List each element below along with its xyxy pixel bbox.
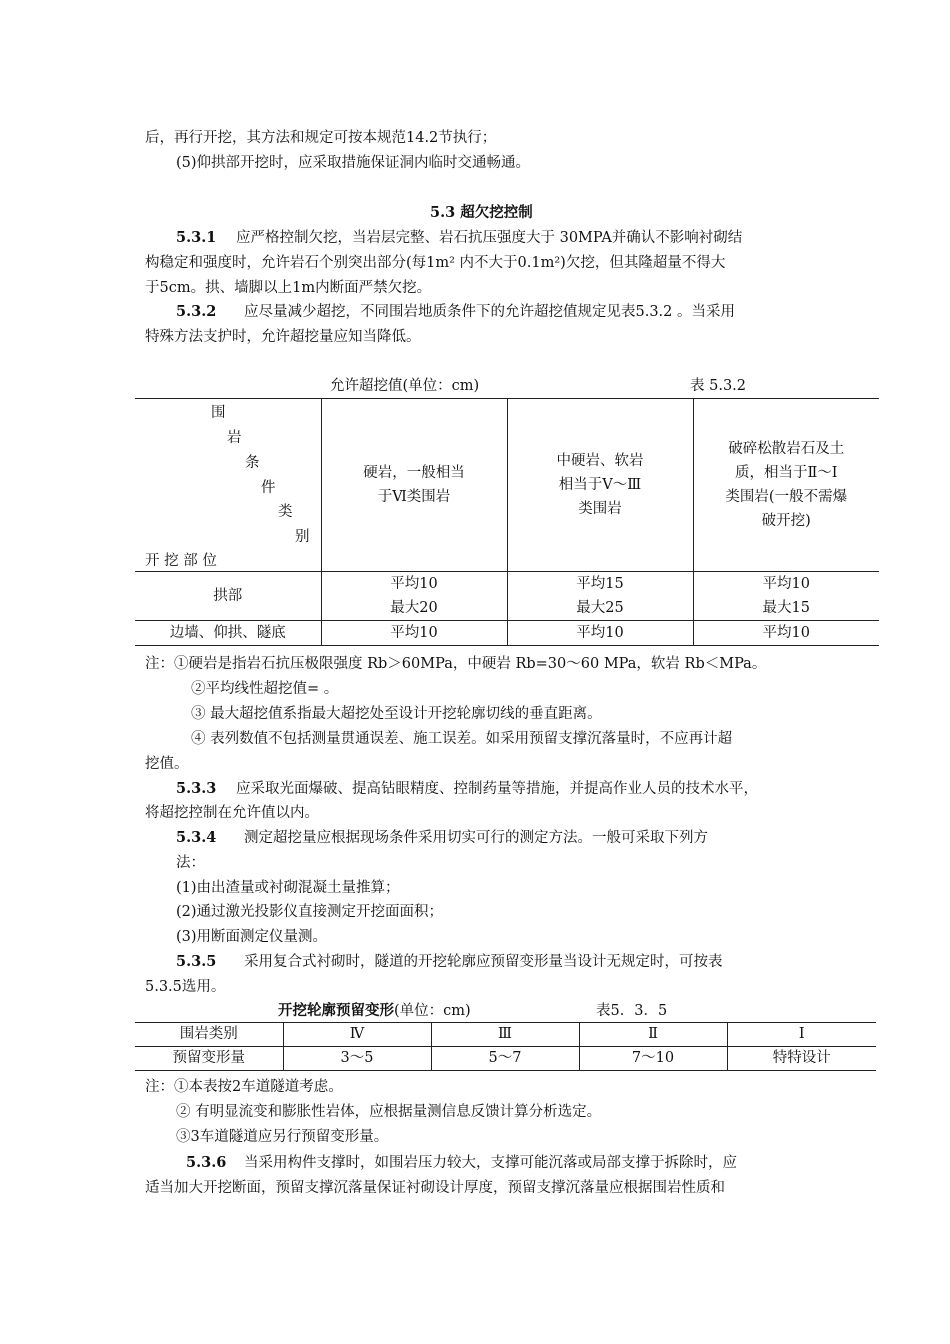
table-cell: 5～7 [431, 1047, 579, 1071]
table-cell: 特特设计 [727, 1047, 876, 1071]
text-line: 当采用构件支撑时，如围岩压力较大，支撑可能沉落或局部支撑于拆除时，应 [244, 1155, 737, 1171]
table2-caption-unit: (单位：cm) [394, 1003, 471, 1019]
diag-bottom-label: 开 挖 部 位 [145, 553, 217, 569]
cell-line: 平均10 [762, 576, 810, 592]
row-label: 拱部 [135, 572, 321, 621]
diag-char: 件 [261, 480, 276, 496]
clause-number: 5.3.4 [176, 829, 217, 846]
clause-number: 5.3.6 [186, 1154, 227, 1171]
text-line: 法： [176, 855, 205, 871]
diagonal-header-cell [135, 399, 321, 572]
header-line: 质，相当于Ⅱ～Ⅰ [734, 465, 838, 481]
table2-label: 表5．3．5 [596, 1003, 668, 1019]
text-line: 于5cm。拱、墙脚以上1m内断面严禁欠挖。 [145, 280, 432, 296]
diag-char: 条 [245, 455, 260, 471]
table-row [135, 1047, 876, 1071]
text-line: 测定超挖量应根据现场条件采用切实可行的测定方法。一般可采取下列方 [244, 830, 708, 846]
note-line: ③3车道隧道应另行预留变形量。 [176, 1129, 389, 1145]
text-line: 采用复合式衬砌时，隧道的开挖轮廓应预留变形量当设计无规定时，可按表 [244, 954, 723, 970]
note-line: ④ 表列数值不包括测量贯通误差、施工误差。如采用预留支撑沉落量时，不应再计超 [191, 731, 733, 747]
header-line: 中硬岩、软岩 [556, 453, 644, 469]
table-cell: 3～5 [283, 1047, 431, 1071]
clause-number: 5.3.3 [176, 780, 217, 797]
table-caption: 允许超挖值(单位：cm) [330, 378, 480, 394]
table2-caption [278, 1001, 471, 1021]
list-item: (1)由出渣量或衬砌混凝土量推算； [176, 880, 400, 896]
note-line: 注：①硬岩是指岩石抗压极限强度 Rb＞60MPa，中硬岩 Rb=30～60 MPa，软岩 Rb＜MPa。 [145, 656, 767, 672]
note-line: 挖值。 [145, 756, 189, 772]
diag-char: 围 [211, 405, 226, 421]
table-row [135, 572, 879, 621]
header-line: 于Ⅵ类围岩 [377, 489, 451, 505]
text-line: 应尽量减少超挖，不同围岩地质条件下的允许超挖值规定见表5.3.2 。当采用 [244, 304, 736, 320]
table2-caption-title: 开挖轮廓预留变形 [278, 1002, 394, 1019]
cell-line: 最大15 [762, 600, 810, 616]
cell-line: 最大20 [390, 600, 438, 616]
header-cell [321, 399, 507, 572]
table-cell: 平均10 [693, 621, 879, 646]
header-line: 硬岩，一般相当 [363, 465, 465, 481]
text-line: 后，再行开挖，其方法和规定可按本规范14.2节执行； [145, 130, 497, 146]
cell-line: 最大25 [576, 600, 624, 616]
diag-char: 别 [295, 529, 310, 545]
header-line: 相当于Ⅴ～Ⅲ [558, 477, 642, 493]
header-cell [693, 399, 879, 572]
table-label: 表 5.3.2 [690, 378, 747, 394]
table-cell: Ⅰ [727, 1023, 876, 1047]
table-row [135, 621, 879, 646]
table-cell: Ⅲ [431, 1023, 579, 1047]
list-item: (2)通过激光投影仪直接测定开挖面面积； [176, 904, 444, 920]
header-line: 类围岩 [578, 501, 622, 517]
text-line: 适当加大开挖断面，预留支撑沉落量保证衬砌设计厚度，预留支撑沉落量应根据围岩性质和 [145, 1180, 725, 1196]
section-title: 5.3 超欠挖控制 [430, 204, 533, 221]
table-cell: 预留变形量 [135, 1047, 283, 1071]
clause-number: 5.3.5 [176, 953, 217, 970]
table-cell [693, 572, 879, 621]
table-cell: 7～10 [579, 1047, 727, 1071]
diag-char: 岩 [227, 430, 242, 446]
text-line: (5)仰拱部开挖时，应采取措施保证洞内临时交通畅通。 [176, 155, 531, 171]
table-cell: Ⅳ [283, 1023, 431, 1047]
text-line: 5.3.5选用。 [145, 979, 226, 995]
deformation-table [135, 1022, 876, 1071]
note-line: ②平均线性超挖值= 。 [191, 681, 339, 697]
clause-number: 5.3.1 [176, 229, 217, 246]
table-row [135, 1023, 876, 1047]
overbreak-table [135, 398, 879, 646]
row-label: 边墙、仰拱、隧底 [135, 621, 321, 646]
list-item: (3)用断面测定仪量测。 [176, 929, 328, 945]
header-cell [507, 399, 693, 572]
text-line: 应严格控制欠挖，当岩层完整、岩石抗压强度大于 30MPA并确认不影响衬砌结 [236, 230, 743, 246]
diag-char: 类 [278, 504, 293, 520]
table-cell: 平均10 [507, 621, 693, 646]
note-line: 注：①本表按2车道隧道考虑。 [145, 1079, 343, 1095]
text-line: 应采取光面爆破、提高钻眼精度、控制药量等措施，并提高作业人员的技术水平， [236, 781, 758, 797]
header-line: 类围岩(一般不需爆 [725, 489, 848, 505]
table-cell: 平均10 [321, 621, 507, 646]
header-line: 破开挖) [761, 513, 811, 529]
table-cell: 围岩类别 [135, 1023, 283, 1047]
cell-line: 平均15 [576, 576, 624, 592]
table-cell [507, 572, 693, 621]
note-line: ③ 最大超挖值系指最大超挖处至设计开挖轮廓切线的垂直距离。 [191, 706, 602, 722]
table-cell: Ⅱ [579, 1023, 727, 1047]
table-cell [321, 572, 507, 621]
clause-number: 5.3.2 [176, 303, 217, 320]
note-line: ② 有明显流变和膨胀性岩体，应根据量测信息反馈计算分析选定。 [176, 1104, 602, 1120]
text-line: 构稳定和强度时，允许岩石个别突出部分(每1m² 内不大于0.1m²)欠挖，但其隆超量不得大 [145, 255, 726, 271]
cell-line: 平均10 [390, 576, 438, 592]
text-line: 将超挖控制在允许值以内。 [145, 805, 319, 821]
text-line: 特殊方法支护时，允许超挖量应知当降低。 [145, 329, 421, 345]
header-line: 破碎松散岩石及土 [728, 441, 845, 457]
